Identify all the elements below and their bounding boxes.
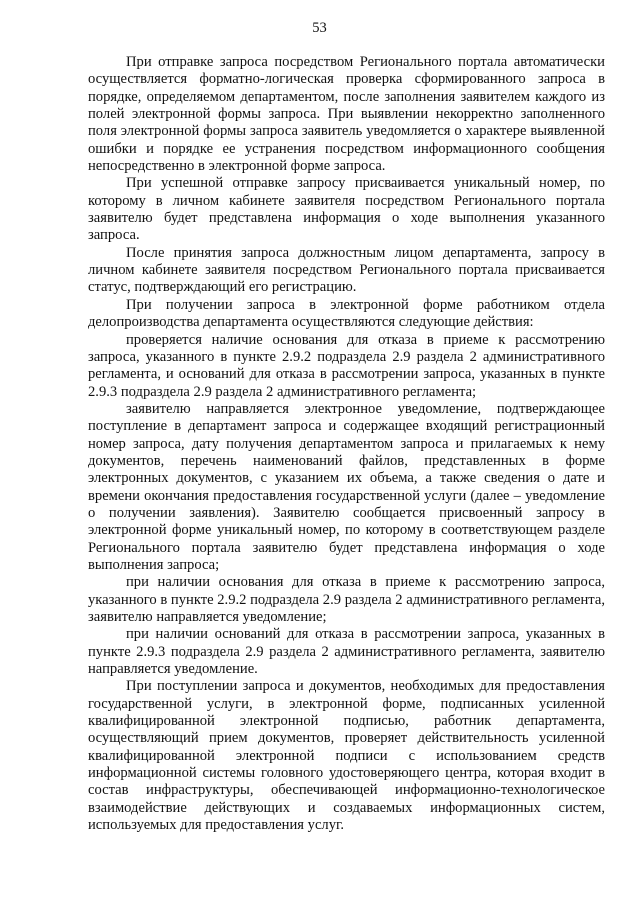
paragraph-check-grounds: проверяется наличие основания для отказа в приеме к рассмотрению запроса, указанного в пункте 2.9.2 подраздела 2.9 раздела 2 административного регламента, и оснований для отказа в рассмотрении запроса, указанных в пункте 2.9.3 подраздела 2.9 раздела 2 административного регламента; [88,331,605,400]
document-body [88,54,605,834]
paragraph-electronic-notice: заявителю направляется электронное уведомление, подтверждающее поступление в департамент запроса и содержащее входящий регистрационный номер запроса, дату получения департаментом запроса и прилагаемых к нему документов, перечень наименований файлов, представленных в форме электронных документов, с указанием их объема, а также сведения о дате и времени окончания предоставления государственной услуги (далее – уведомление о получении заявления). Заявителю сообщается присвоенный запросу в электронной форме уникальный номер, по которому в соответствующем разделе Регионального портала заявителю будет представлена информация о ходе выполнения запроса; [88,400,605,573]
paragraph-signature-check: При поступлении запроса и документов, необходимых для предоставления государственной услуги, в электронной форме, подписанных усиленной квалифицированной электронной подписью, работник департамента, осуществляющий прием документов, проверяет действительность усиленной квалифицированной электронной подписи с использованием средств информационной системы головного удостоверяющего центра, которая входит в состав инфраструктуры, обеспечивающей информационно-технологическое взаимодействие действующих и создаваемых информационных систем, используемых для предоставления услуг. [88,678,605,834]
paragraph-unique-number: При успешной отправке запросу присваивается уникальный номер, по которому в личном кабинете заявителя посредством Регионального портала заявителю будет представлена информация о ходе выполнения указанного запроса. [88,175,605,244]
paragraph-portal-check: При отправке запроса посредством Регионального портала автоматически осуществляется форматно-логическая проверка сформированного запроса в порядке, определяемом департаментом, после заполнения заявителем каждого из полей электронной формы запроса. При выявлении некорректно заполненного поля электронной формы запроса заявитель уведомляется о характере выявленной ошибки и порядке ее устранения посредством информационного сообщения непосредственно в электронной форме запроса. [88,54,605,175]
paragraph-refusal-consideration: при наличии оснований для отказа в рассмотрении запроса, указанных в пункте 2.9.3 подраздела 2.9 раздела 2 административного регламента, заявителю направляется уведомление. [88,626,605,678]
paragraph-registration-status: После принятия запроса должностным лицом департамента, запросу в личном кабинете заявителя посредством Регионального портала присваивается статус, подтверждающий его регистрацию. [88,244,605,296]
paragraph-refusal-acceptance: при наличии основания для отказа в приеме к рассмотрению запроса, указанного в пункте 2.9.2 подраздела 2.9 раздела 2 административного регламента, заявителю направляется уведомление; [88,574,605,625]
paragraph-actions-intro: При получении запроса в электронной форме работником отдела делопроизводства департамента осуществляются следующие действия: [88,296,605,331]
page-number: 53 [312,20,327,36]
